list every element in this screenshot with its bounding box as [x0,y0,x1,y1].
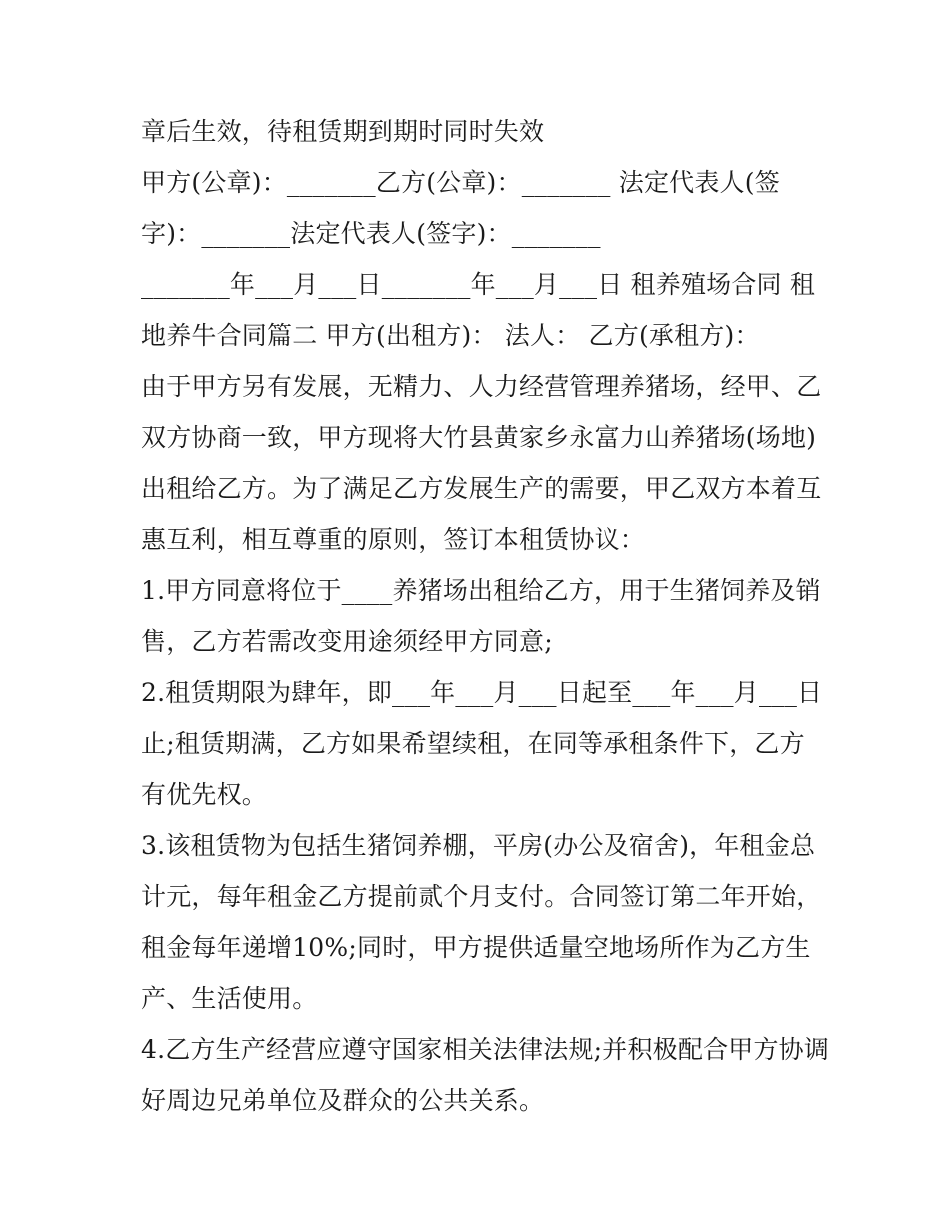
text-line: 1.甲方同意将位于____养猪场出租给乙方，用于生猪饲养及销 [141,576,821,605]
text-line: 有优先权。 [141,780,268,809]
text-line: 地养牛合同篇二 甲方(出租方)： 法人： 乙方(承租方)： [141,321,760,350]
text-line: 3.该租赁物为包括生猪饲养棚，平房(办公及宿舍)，年租金总 [141,831,816,860]
text-line: 2.租赁期限为肆年，即___年___月___日起至___年___月___日 [141,678,823,707]
text-line: 出租给乙方。为了满足乙方发展生产的需要，甲乙双方本着互 [141,474,822,503]
text-line: 双方协商一致，甲方现将大竹县黄家乡永富力山养猪场(场地) [141,423,817,452]
document-body [141,106,830,1126]
text-line: 惠互利，相互尊重的原则，签订本租赁协议： [141,525,646,554]
text-line: 计元，每年租金乙方提前贰个月支付。合同签订第二年开始， [141,882,822,911]
text-line: 售，乙方若需改变用途须经甲方同意; [141,627,553,656]
text-line: 产、生活使用。 [141,984,318,1013]
text-line: 章后生效，待租赁期到期时同时失效 [141,117,545,146]
text-line: 租金每年递增10%;同时，甲方提供适量空地场所作为乙方生 [141,933,811,962]
text-line: 字)：_______法定代表人(签字)：_______ [141,219,601,248]
text-line: 止;租赁期满，乙方如果希望续租，在同等承租条件下，乙方 [141,729,805,758]
text-line: 好周边兄弟单位及群众的公共关系。 [141,1086,545,1115]
text-line: 甲方(公章)：_______乙方(公章)：_______ 法定代表人(签 [141,168,780,197]
text-line: 4.乙方生产经营应遵守国家相关法律法规;并积极配合甲方协调 [141,1035,830,1064]
text-line: _______年___月___日_______年___月___日 租养殖场合同 租 [141,270,816,299]
text-line: 由于甲方另有发展，无精力、人力经营管理养猪场，经甲、乙 [141,372,822,401]
